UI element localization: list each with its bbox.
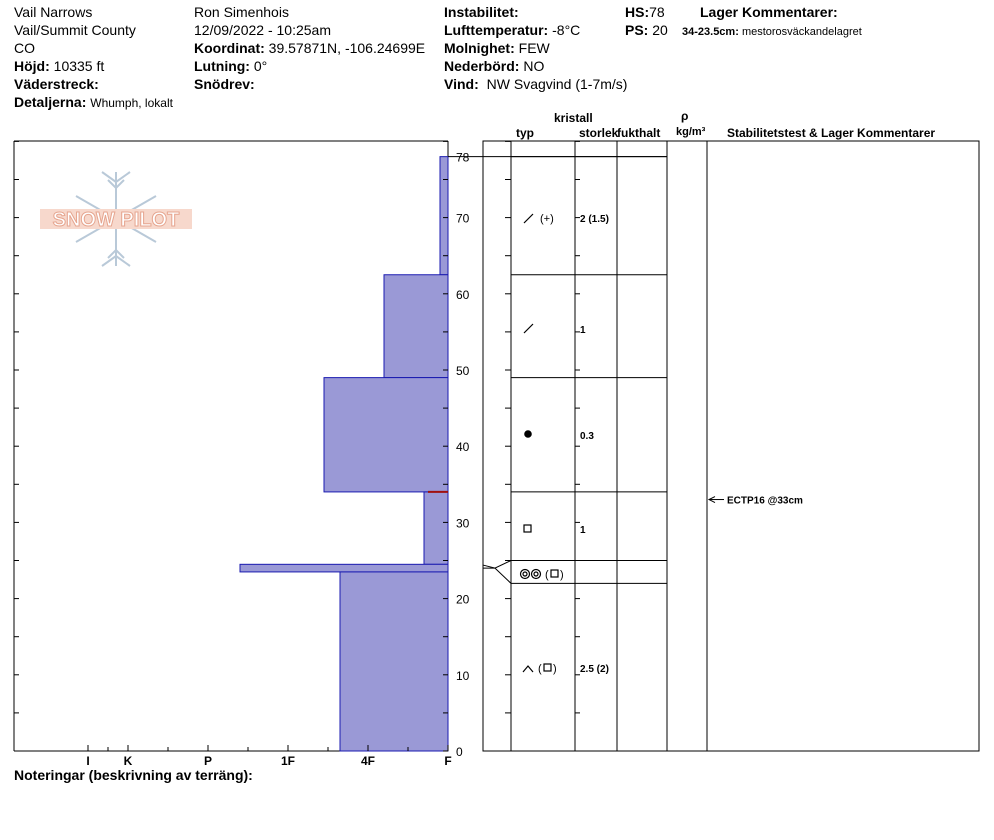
layer-bar-5 — [340, 572, 448, 751]
layer-bar-0 — [440, 157, 448, 275]
grain-size-label: 1 — [580, 325, 586, 336]
connector-line — [483, 568, 511, 583]
slope-value: 0° — [253, 58, 268, 74]
observer-name: Ron Simenhois — [194, 4, 289, 20]
layer-comment-key: 34-23.5cm: — [682, 26, 739, 38]
ps-value: 20 — [652, 22, 668, 38]
grain-size-label: 2 (1.5) — [580, 214, 609, 225]
depth-hoar-grain-icon — [523, 663, 557, 675]
precip-value: NO — [523, 58, 545, 74]
elevation-label: Höjd: — [14, 58, 50, 74]
hs-label: HS: — [625, 4, 650, 20]
hardness-tick-label: 4F — [360, 754, 376, 768]
decomposing-grain-icon — [524, 213, 554, 225]
layer-comments-label: Lager Kommentarer: — [700, 4, 838, 20]
coordinate-value: 39.57871N, -106.24699E — [268, 40, 426, 56]
hs-value: 78 — [649, 4, 665, 20]
elevation-value: 10335 ft — [53, 58, 105, 74]
location-state: CO — [14, 40, 35, 56]
y-tick-label: 60 — [456, 287, 470, 302]
y-tick-label: 10 — [456, 668, 470, 683]
rounded-grain-icon — [525, 431, 531, 437]
stability-test-label: ECTP16 @33cm — [727, 495, 803, 507]
grain-size-label: 0.3 — [580, 431, 594, 442]
svg-text:(: ( — [538, 663, 542, 675]
hardness-tick-label: 1F — [280, 754, 296, 768]
col-density-unit: kg/m³ — [676, 126, 706, 138]
col-crystal-label: kristall — [554, 111, 593, 125]
layer-table — [483, 141, 979, 751]
slope-label: Lutning: — [194, 58, 250, 74]
precip-label: Nederbörd: — [444, 58, 520, 74]
decomposing-grain-icon — [524, 324, 533, 333]
hardness-plot — [14, 141, 483, 768]
layer-comment-value: mestorosväckandelagret — [741, 26, 862, 38]
y-tick-label: 78 — [456, 150, 470, 165]
details-label: Detaljerna: — [14, 94, 87, 110]
col-stability-label: Stabilitetstest & Lager Kommentarer — [727, 126, 936, 140]
layer-bar-4 — [240, 564, 448, 572]
col-size-label: storlek — [579, 126, 619, 140]
logo-text: SNOW PILOT — [52, 209, 180, 231]
faceted-grain-icon — [524, 525, 531, 532]
grain-size-label: 1 — [580, 525, 586, 536]
surface-hoar-grain-icon — [521, 569, 564, 581]
hardness-tick-label: P — [203, 754, 213, 768]
y-tick-label: 20 — [456, 592, 470, 607]
wind-value: NW Svagvind (1-7m/s) — [486, 76, 628, 92]
ps-label: PS: — [625, 22, 649, 38]
y-tick-label: 0 — [456, 745, 463, 759]
cloud-label: Molnighet: — [444, 40, 515, 56]
connector-line — [483, 561, 511, 569]
aspect-label: Väderstreck: — [14, 76, 99, 92]
hardness-tick-label: F — [444, 754, 452, 768]
col-type-label: typ — [516, 126, 534, 140]
air-temp-label: Lufttemperatur: — [444, 22, 549, 38]
notes-label: Noteringar (beskrivning av terräng): — [14, 767, 253, 783]
layer-bar-1 — [384, 275, 448, 378]
svg-text:): ) — [560, 569, 564, 581]
observation-datetime: 12/09/2022 - 10:25am — [194, 22, 331, 38]
air-temp-value: -8°C — [552, 22, 581, 38]
grain-symbols — [521, 213, 564, 675]
svg-text:(: ( — [545, 569, 549, 581]
coordinate-label: Koordinat: — [194, 40, 265, 56]
drift-label: Snödrev: — [194, 76, 255, 92]
y-tick-label: 50 — [456, 364, 470, 378]
details-value: Whumph, lokalt — [90, 96, 173, 110]
location-name: Vail Narrows — [14, 4, 93, 20]
svg-text:): ) — [553, 663, 557, 675]
location-area: Vail/Summit County — [14, 22, 136, 38]
cloud-value: FEW — [518, 40, 550, 56]
layer-bar-3 — [424, 492, 448, 564]
y-tick-label: 40 — [456, 440, 470, 455]
col-rho-label: ρ — [681, 109, 689, 123]
instability-label: Instabilitet: — [444, 4, 519, 20]
col-moisture-label: fukthalt — [617, 126, 661, 140]
wind-label: Vind: — [444, 76, 479, 92]
y-tick-label: 30 — [456, 516, 470, 531]
hardness-tick-label: I — [86, 754, 90, 768]
svg-text:(+): (+) — [540, 213, 554, 225]
layer-bar-2 — [324, 378, 448, 492]
hardness-tick-label: K — [123, 754, 133, 768]
y-tick-label: 70 — [456, 211, 470, 226]
grain-size-label: 2.5 (2) — [580, 664, 609, 675]
